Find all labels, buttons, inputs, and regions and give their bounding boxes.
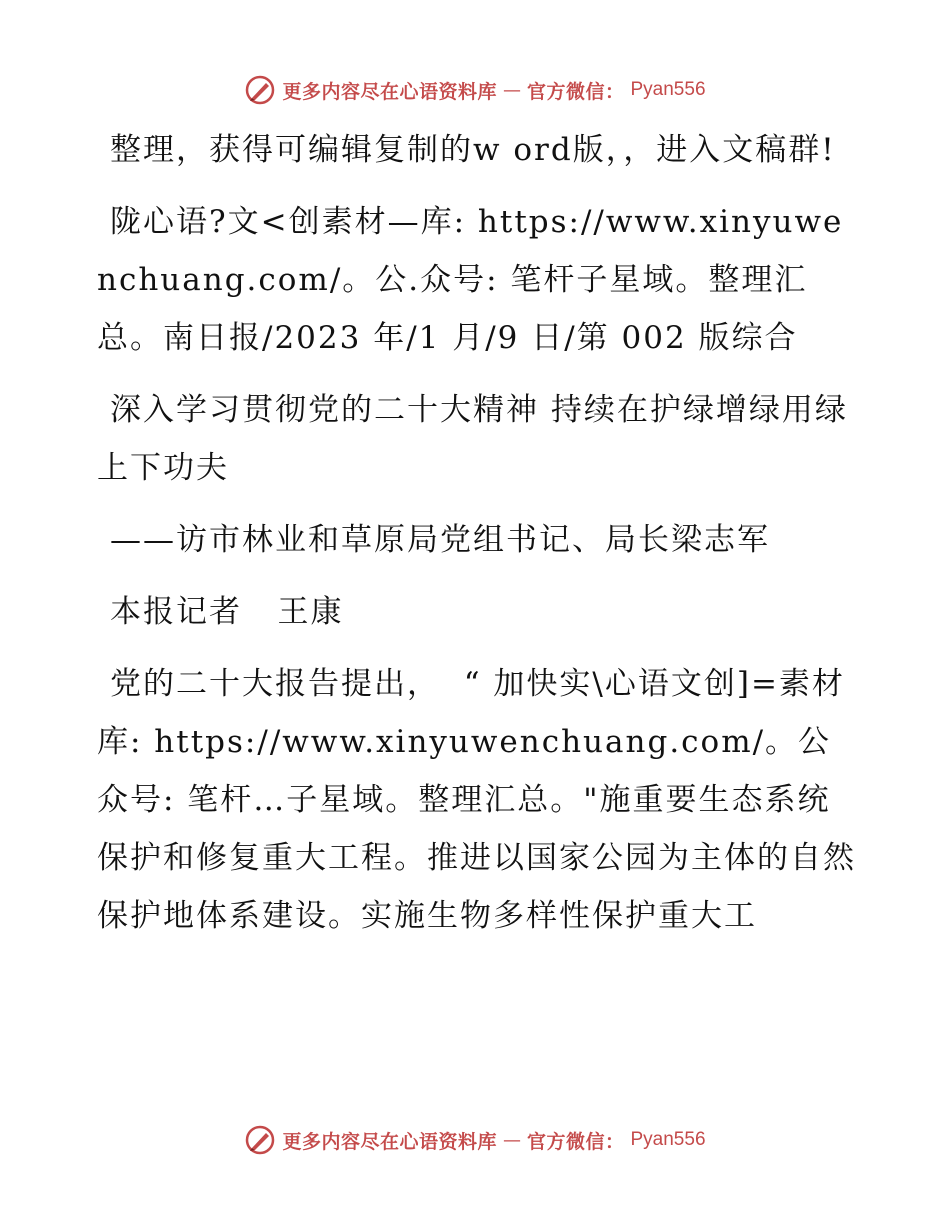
banner-sub: 官方微信： xyxy=(526,1130,625,1153)
banner-text: 更多内容尽在心语资料库 xyxy=(282,80,497,103)
banner-text: 更多内容尽在心语资料库 xyxy=(282,1130,497,1153)
banner-separator: — xyxy=(502,1129,521,1151)
footer-watermark-banner xyxy=(0,1120,950,1160)
paragraph-source: 陇心语?文<创素材—库: https://www.xinyuwenchuang.com/。公.众号: 笔杆子星域。整理汇总。南日报/2023 年/1 月/9 日/第 002 版综合 xyxy=(97,204,844,356)
paragraph-body: 党的二十大报告提出， “ 加快实\心语文创]=素材库: https://www.xinyuwenchuang.com/。公众号: 笔杆…子星域。整理汇总。"施重要生态系统保护和修复重大工程。推进以国家公园为主体的自然保护地体系建设。实施生物多样性保护重大工 xyxy=(97,666,856,934)
banner-wechat-id: Pyan556 xyxy=(630,1129,706,1150)
article-byline: 本报记者 王康 xyxy=(110,594,344,630)
article-subtitle: ——访市林业和草原局党组书记、局长梁志军 xyxy=(110,522,770,558)
pen-logo-icon xyxy=(244,1124,276,1156)
banner-separator: — xyxy=(502,79,521,101)
article-title: 深入学习贯彻党的二十大精神 持续在护绿增绿用绿上下功夫 xyxy=(97,392,848,486)
banner-wechat-id: Pyan556 xyxy=(630,79,706,100)
paragraph-intro: 整理，获得可编辑复制的w ord版，，进入文稿群! xyxy=(110,132,836,168)
pen-logo-icon xyxy=(244,74,276,106)
banner-sub: 官方微信： xyxy=(526,80,625,103)
document-body xyxy=(97,121,857,959)
header-watermark-banner xyxy=(0,70,950,110)
